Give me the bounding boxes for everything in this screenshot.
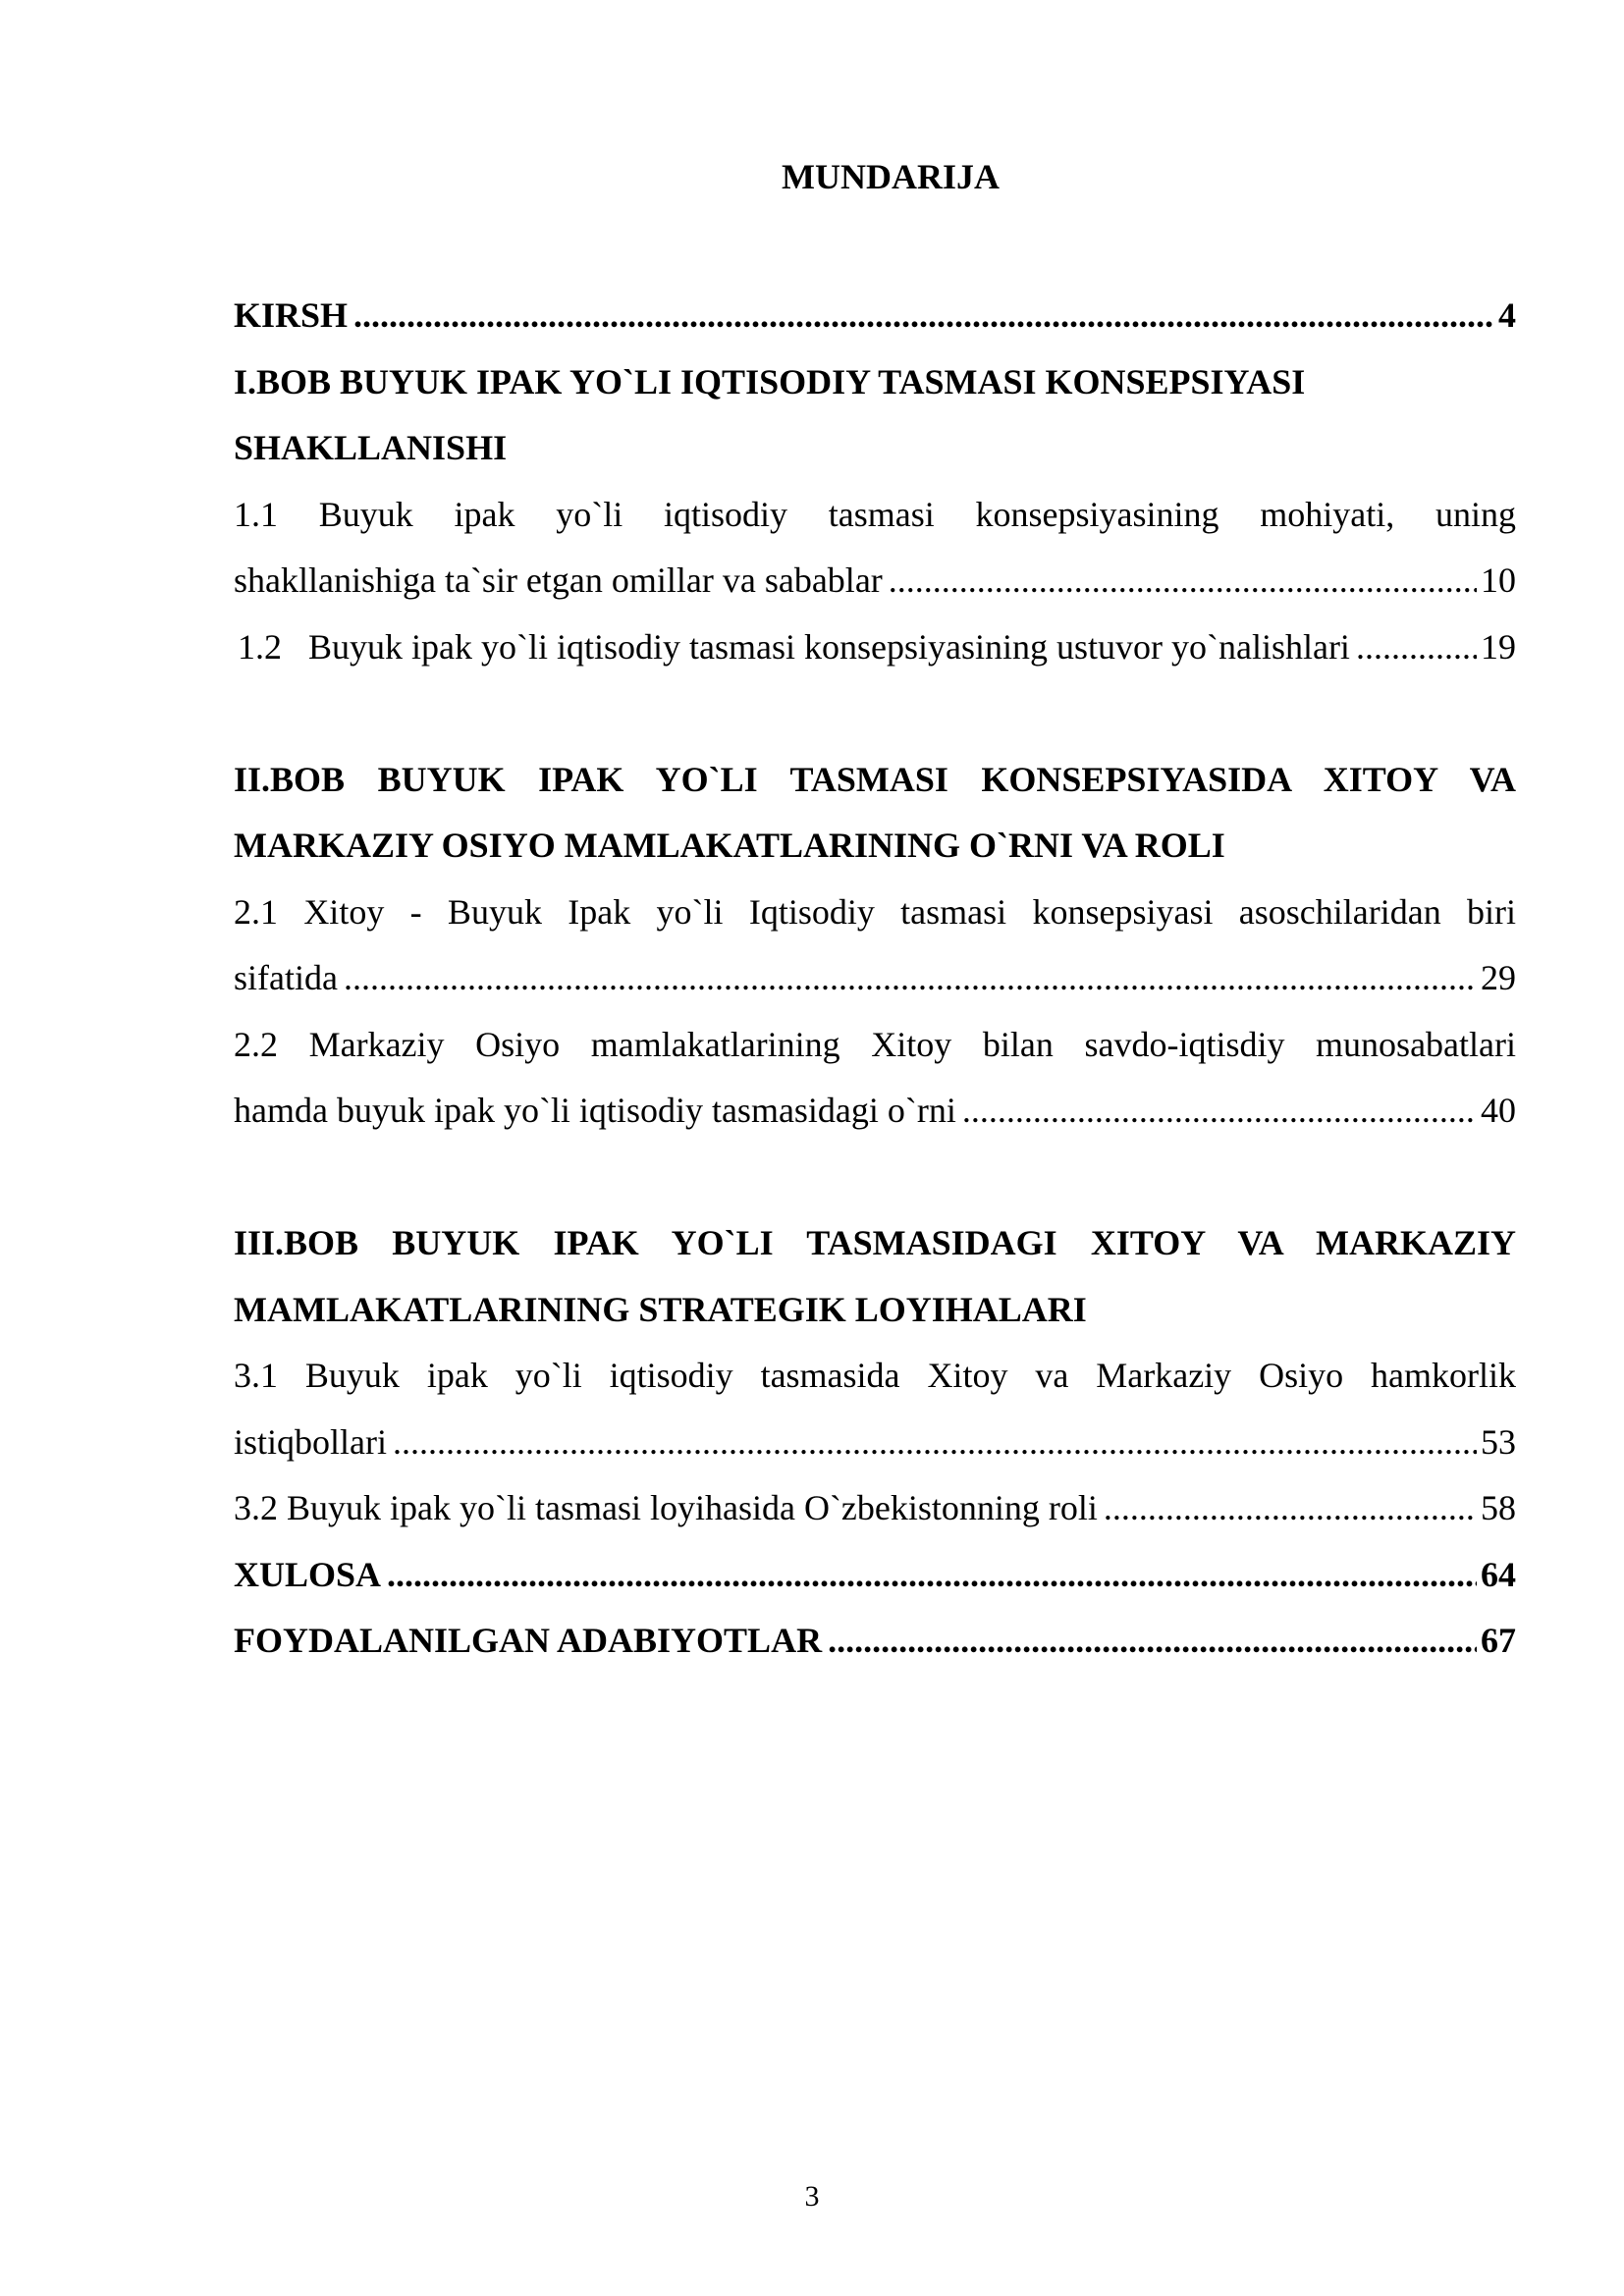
- spacer: [234, 1145, 1516, 1211]
- toc-page-number: 29: [1481, 958, 1516, 997]
- toc-entry-3-1-line1[interactable]: 3.1 Buyuk ipak yo`li iqtisodiy tasmasida Xitoy va Markaziy Osiyo hamkorlik: [234, 1356, 1516, 1395]
- toc-entry-label: XULOSA: [234, 1554, 382, 1594]
- dot-leader: [387, 1542, 1477, 1609]
- toc-entry-label: FOYDALANILGAN ADABIYOTLAR: [234, 1621, 823, 1660]
- chapter2-heading-line2[interactable]: MARKAZIY OSIYO MAMLAKATLARINING O`RNI VA ROLI: [234, 826, 1225, 865]
- toc-page-number: 19: [1481, 626, 1516, 667]
- toc-entry-label: 3.2 Buyuk ipak yo`li tasmasi loyihasida O`zbekistonning roli: [234, 1488, 1098, 1527]
- toc-page-number: 4: [1498, 295, 1516, 335]
- toc-entry-2-2-line1[interactable]: 2.2 Markaziy Osiyo mamlakatlarining Xitoy bilan savdo-iqtisdiy munosabatlari: [234, 1024, 1516, 1064]
- dot-leader: [1104, 1475, 1477, 1542]
- toc-page-number: 58: [1481, 1488, 1516, 1527]
- toc-entry-2-1-line1[interactable]: 2.1 Xitoy - Buyuk Ipak yo`li Iqtisodiy tasmasi konsepsiyasi asoschilaridan biri: [234, 891, 1516, 932]
- toc-entry-label: shakllanishiga ta`sir etgan omillar va sabablar: [234, 561, 883, 600]
- dot-leader: [344, 945, 1477, 1012]
- page-title: MUNDARIJA: [782, 157, 1000, 196]
- page-number: 3: [804, 2180, 820, 2213]
- chapter1-heading-line1[interactable]: I.BOB BUYUK IPAK YO`LI IQTISODIY TASMASI KONSEPSIYASI: [234, 361, 1306, 401]
- dot-leader: [353, 283, 1494, 349]
- chapter1-heading-line2[interactable]: SHAKLLANISHI: [234, 428, 508, 467]
- toc-entry-1-2[interactable]: [234, 614, 1516, 681]
- toc-page-number: 53: [1481, 1421, 1516, 1462]
- toc-entry-kirish[interactable]: [234, 283, 1516, 349]
- toc-entry-label: istiqbollari: [234, 1421, 387, 1462]
- dot-leader: [393, 1410, 1477, 1476]
- toc-entry-3-1[interactable]: [234, 1410, 1516, 1476]
- toc-entry-label: KIRSH: [234, 295, 349, 335]
- toc-entry-1-1[interactable]: [234, 548, 1516, 614]
- toc-entry-number: 1.2: [238, 626, 282, 667]
- toc-entry-label: sifatida: [234, 958, 338, 997]
- dot-leader: [1356, 614, 1477, 681]
- toc-entry-2-1[interactable]: [234, 945, 1516, 1012]
- toc-page-number: 67: [1481, 1621, 1516, 1660]
- dot-leader: [828, 1608, 1477, 1675]
- chapter2-heading-line1[interactable]: II.BOB BUYUK IPAK YO`LI TASMASI KONSEPSIYASIDA XITOY VA: [234, 759, 1516, 799]
- toc-entry-1-1-line1[interactable]: 1.1 Buyuk ipak yo`li iqtisodiy tasmasi konsepsiyasining mohiyati, uning: [234, 494, 1516, 534]
- toc-entry-label: Buyuk ipak yo`li iqtisodiy tasmasi konsepsiyasining ustuvor yo`nalishlari: [308, 626, 1350, 667]
- toc-entry-3-2[interactable]: [234, 1475, 1516, 1542]
- table-of-contents: [234, 283, 1516, 1675]
- chapter3-heading-line2[interactable]: MAMLAKATLARINING STRATEGIK LOYIHALARI: [234, 1289, 1087, 1329]
- toc-entry-label: hamda buyuk ipak yo`li iqtisodiy tasmasidagi o`rni: [234, 1091, 956, 1130]
- toc-entry-adabiyotlar[interactable]: [234, 1608, 1516, 1675]
- dot-leader: [962, 1078, 1477, 1145]
- toc-entry-xulosa[interactable]: [234, 1542, 1516, 1609]
- dot-leader: [889, 548, 1477, 614]
- toc-page-number: 64: [1481, 1554, 1516, 1594]
- toc-page-number: 10: [1481, 561, 1516, 600]
- toc-entry-2-2[interactable]: [234, 1078, 1516, 1145]
- spacer: [234, 680, 1516, 747]
- chapter3-heading-line1[interactable]: III.BOB BUYUK IPAK YO`LI TASMASIDAGI XITOY VA MARKAZIY: [234, 1223, 1516, 1262]
- toc-page-number: 40: [1481, 1091, 1516, 1130]
